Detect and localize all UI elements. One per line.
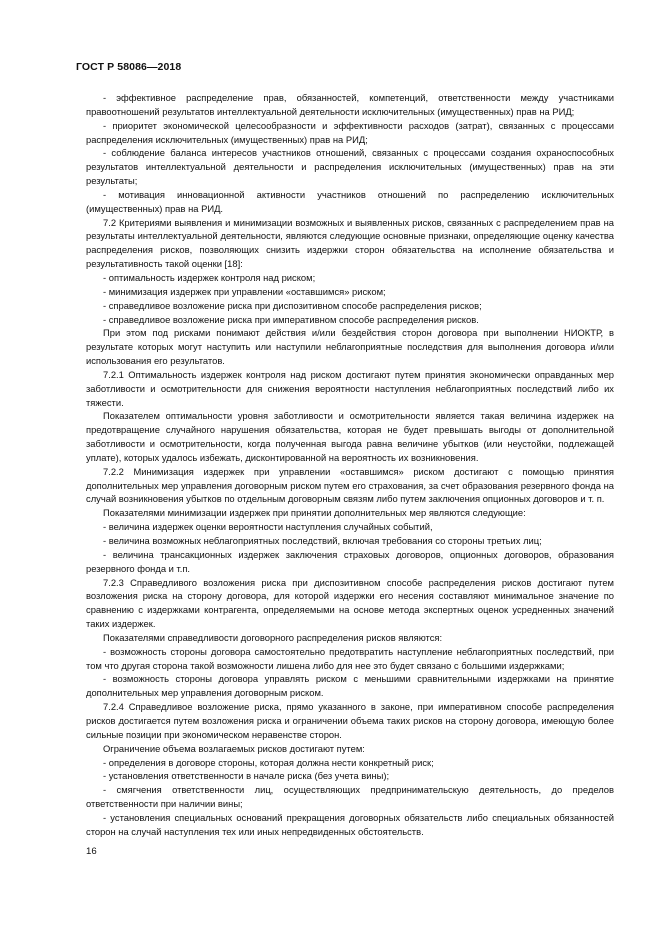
document-code-header: ГОСТ Р 58086—2018 [76,61,182,73]
paragraph: - величина издержек оценки вероятности наступления случайных событий, [103,521,433,533]
paragraph: - справедливое возложение риска при императивном способе распределения рисков. [103,313,479,325]
paragraph: - установления ответственности в начале риска (без учета вины); [103,770,390,782]
paragraph: Показателями минимизации издержек при принятии дополнительных мер являются следующие: [103,507,526,519]
paragraph: 7.2 Критериями выявления и минимизации возможных и выявленных рисков, связанных с распределением прав на результаты интеллектуальной деятельности, являются следующие основные признаки, определяющие оценку качества распределения рисков, позволяющих снизить издержки сторон обязательства на исполнение обязательства и результативность такой оценки [18]: [86,216,614,270]
paragraph: - справедливое возложение риска при диспозитивном способе распределения рисков; [103,299,482,311]
paragraph: - соблюдение баланса интересов участников отношений, связанных с процессами создания охраноспособных результатов интеллектуальной деятельности и распределения исключительных (имущественных) прав на эти результаты; [86,147,614,187]
paragraph: 7.2.4 Справедливое возложение риска, прямо указанного в законе, при императивном способе распределения рисков достигается путем возложения риска и ограничении объема таких рисков на сторону договора, имеющую более сильные позиции при экономическом неравенстве сторон. [86,701,614,740]
paragraph: - возможность стороны договора самостоятельно предотвратить наступление неблагоприятных последствий, при том что другая сторона такой возможности лишена либо для нее это будет связано с большими издержками; [86,645,614,671]
paragraph: 7.2.3 Справедливого возложения риска при диспозитивном способе распределения рисков достигают путем возложения риска на сторону договора, для которой издержки его несения составляют минимальное значение по сравнению с издержками контрагента, определяемыми на основе метода экспертных оценок усредненных значений таких издержек. [86,576,614,630]
paragraph: 7.2.1 Оптимальность издержек контроля над риском достигают путем принятия экономически оправданных мер заботливости и осмотрительности для снижения вероятности наступления неблагоприятных последствий либо их тяжести. [86,368,614,408]
paragraph: - величина возможных неблагоприятных последствий, включая требования со стороны третьих лиц; [103,535,542,546]
paragraph: - возможность стороны договора управлять риском с меньшими сравнительными издержками на принятие дополнительных мер управления договорным риском. [86,673,614,699]
paragraph: 7.2.2 Минимизация издержек при управлении «оставшимся» риском достигают с помощью принятия дополнительных мер управления договорным риском путем его страхования, за счет образования резервного фонда на случай возникновения убытков по отдельным договорным связям либо путем заключения опционных договоров и т. п. [86,465,614,505]
paragraph: - эффективное распределение прав, обязанностей, компетенций, ответственности между участниками правоотношений результатов интеллектуальной деятельности исключительных (имущественных) прав на РИД; [86,92,614,117]
paragraph: - мотивация инновационной активности участников отношений по распределению исключительных (имущественных) прав на РИД. [86,188,614,214]
page-number: 16 [86,846,97,857]
paragraph: - минимизация издержек при управлении «оставшимся» риском; [103,285,386,297]
paragraph: - приоритет экономической целесообразности и эффективности расходов (затрат), связанных с процессами распределения исключительных (имущественных) прав на РИД; [86,119,614,145]
paragraph: - оптимальность издержек контроля над риском; [103,271,316,283]
document-body [86,91,614,839]
paragraph: - величина трансакционных издержек заключения страховых договоров, опционных договоров, образования резервного фонда и т.п. [86,548,614,574]
paragraph: Показателями справедливости договорного распределения рисков являются: [103,631,443,643]
paragraph: Показателем оптимальности уровня заботливости и осмотрительности является такая величина издержек на предотвращение случайного нарушения обязательства, которая не будет превышать выгоды от дополнительной заботливости и осмотрительности, когда полученная выгода равна величине убытков (или неустойки, подлежащей уплате), которых удалось избежать, дисконтированной на вероятность их возникновения. [86,410,614,463]
paragraph: Ограничение объема возлагаемых рисков достигают путем: [103,742,365,754]
paragraph: - установления специальных оснований прекращения договорных обязательств либо специальных обязанностей сторон на случай наступления тех или иных непредвиденных обстоятельств. [86,811,614,837]
paragraph: - определения в договоре стороны, которая должна нести конкретный риск; [103,756,434,768]
paragraph: При этом под рисками понимают действия и/или бездействия сторон договора при выполнении НИОКТР, в результате которых могут наступить или наступили неблагоприятные последствия для выполнения договора и/или использования его результатов. [86,327,614,367]
paragraph: - смягчения ответственности лиц, осуществляющих предпринимательскую деятельность, до пределов ответственности при наличии вины; [86,784,614,810]
